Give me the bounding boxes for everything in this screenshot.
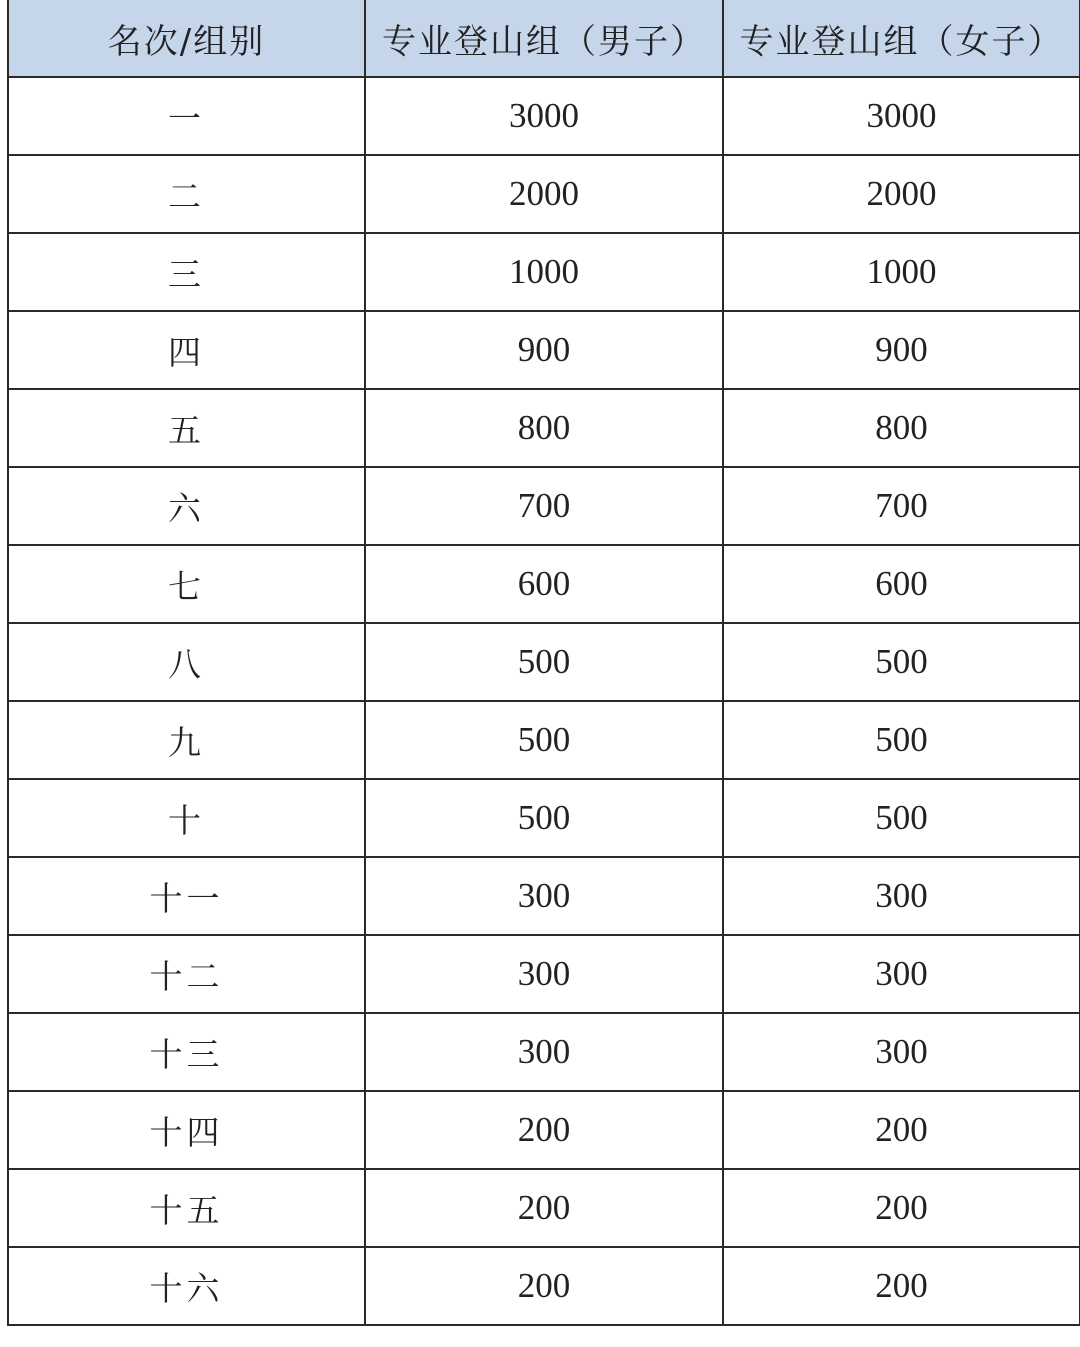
rank-cell: 十 — [8, 779, 365, 857]
female-prize-cell: 200 — [723, 1091, 1080, 1169]
table-header — [8, 1, 1080, 78]
table-row — [8, 389, 1080, 467]
male-prize-cell: 3000 — [365, 77, 723, 155]
rank-cell: 十三 — [8, 1013, 365, 1091]
rank-cell: 十六 — [8, 1247, 365, 1325]
male-prize-cell: 600 — [365, 545, 723, 623]
rank-cell: 七 — [8, 545, 365, 623]
male-prize-cell: 500 — [365, 779, 723, 857]
male-prize-cell: 300 — [365, 857, 723, 935]
male-prize-cell: 500 — [365, 701, 723, 779]
male-prize-cell: 500 — [365, 623, 723, 701]
rank-cell: 八 — [8, 623, 365, 701]
male-prize-cell: 800 — [365, 389, 723, 467]
rank-cell: 十五 — [8, 1169, 365, 1247]
table-row — [8, 779, 1080, 857]
table-row — [8, 1169, 1080, 1247]
female-prize-cell: 300 — [723, 935, 1080, 1013]
table-row — [8, 701, 1080, 779]
rank-cell: 十一 — [8, 857, 365, 935]
table-row — [8, 623, 1080, 701]
header-pro-male: 专业登山组（男子） — [365, 1, 723, 78]
female-prize-cell: 500 — [723, 623, 1080, 701]
header-row — [8, 1, 1080, 78]
female-prize-cell: 3000 — [723, 77, 1080, 155]
female-prize-cell: 500 — [723, 779, 1080, 857]
table-row — [8, 233, 1080, 311]
table-row — [8, 77, 1080, 155]
female-prize-cell: 500 — [723, 701, 1080, 779]
table-row — [8, 1247, 1080, 1325]
prize-table — [7, 0, 1080, 1326]
female-prize-cell: 200 — [723, 1247, 1080, 1325]
female-prize-cell: 2000 — [723, 155, 1080, 233]
table-row — [8, 545, 1080, 623]
rank-cell: 五 — [8, 389, 365, 467]
table-row — [8, 311, 1080, 389]
rank-cell: 九 — [8, 701, 365, 779]
male-prize-cell: 900 — [365, 311, 723, 389]
table-row — [8, 935, 1080, 1013]
female-prize-cell: 1000 — [723, 233, 1080, 311]
female-prize-cell: 900 — [723, 311, 1080, 389]
table-body — [8, 77, 1080, 1325]
male-prize-cell: 300 — [365, 935, 723, 1013]
male-prize-cell: 2000 — [365, 155, 723, 233]
table-row — [8, 155, 1080, 233]
female-prize-cell: 300 — [723, 1013, 1080, 1091]
rank-cell: 十四 — [8, 1091, 365, 1169]
male-prize-cell: 700 — [365, 467, 723, 545]
table-row — [8, 1091, 1080, 1169]
rank-cell: 十二 — [8, 935, 365, 1013]
female-prize-cell: 700 — [723, 467, 1080, 545]
male-prize-cell: 300 — [365, 1013, 723, 1091]
table-row — [8, 857, 1080, 935]
female-prize-cell: 200 — [723, 1169, 1080, 1247]
female-prize-cell: 300 — [723, 857, 1080, 935]
rank-cell: 二 — [8, 155, 365, 233]
table-row — [8, 467, 1080, 545]
male-prize-cell: 1000 — [365, 233, 723, 311]
rank-cell: 一 — [8, 77, 365, 155]
male-prize-cell: 200 — [365, 1247, 723, 1325]
female-prize-cell: 600 — [723, 545, 1080, 623]
female-prize-cell: 800 — [723, 389, 1080, 467]
rank-cell: 六 — [8, 467, 365, 545]
rank-cell: 四 — [8, 311, 365, 389]
rank-cell: 三 — [8, 233, 365, 311]
header-pro-female: 专业登山组（女子） — [723, 1, 1080, 78]
male-prize-cell: 200 — [365, 1091, 723, 1169]
header-rank-group: 名次/组别 — [8, 1, 365, 78]
table-row — [8, 1013, 1080, 1091]
male-prize-cell: 200 — [365, 1169, 723, 1247]
